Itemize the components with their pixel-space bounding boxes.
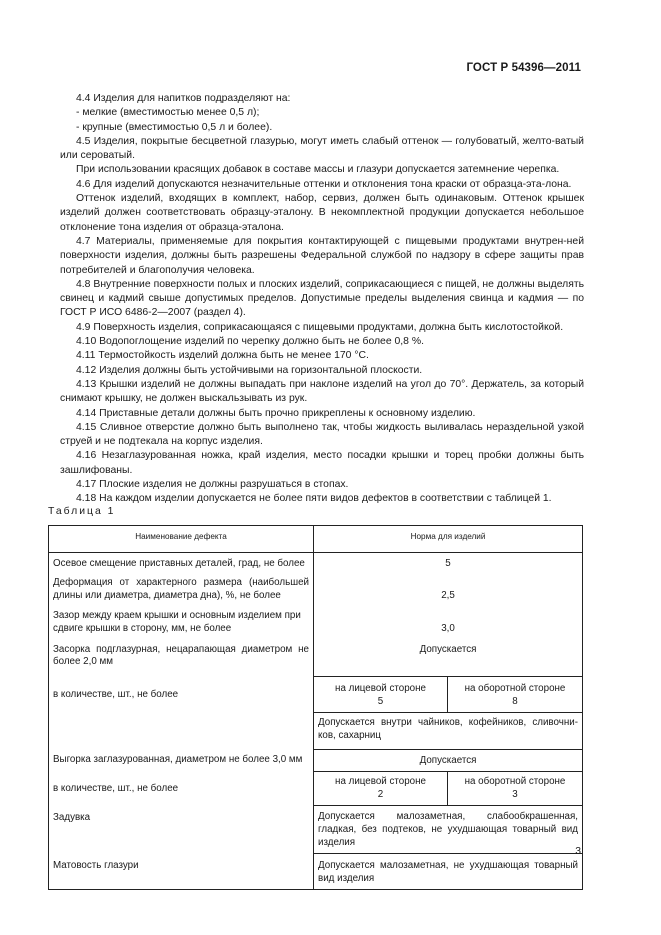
paragraph: 4.15 Сливное отверстие должно быть выполнено так, чтобы жидкость выливалась нераздельной узкой струей и не подтекала на корпус изделия. <box>60 421 584 448</box>
paragraph: 4.8 Внутренние поверхности полых и плоских изделий, соприкасающиеся с пищей, не должны выделять свинец и кадмий свыше допустимых пределов. Допустимые пределы выделения свинца и кадмия — по ГОСТ Р ИСО 6486-2—2007 (раздел 4). <box>60 278 584 319</box>
column-header-norm: Норма для изделий <box>314 526 583 553</box>
page-number: 3 <box>575 846 581 857</box>
back-side-value: 3 <box>512 788 518 800</box>
norm-cell: Допускается внутри чайников, кофейников, сливочни-ков, сахарниц <box>314 713 583 749</box>
table-row <box>49 749 583 772</box>
paragraph: 4.16 Незаглазурованная ножка, край изделия, место посадки крышки и торец пробки должны быть зашлифованы. <box>60 450 584 476</box>
norm-cell: Допускается <box>314 638 583 677</box>
front-side-label: на лицевой стороне <box>335 683 426 695</box>
norm-split-cell <box>314 772 583 806</box>
paragraph: 4.17 Плоские изделия не должны разрушаться в стопах. <box>76 479 349 491</box>
defect-cell: Осевое смещение приставных деталей, град, не более <box>49 552 314 574</box>
front-side-norm <box>314 772 448 805</box>
front-side-norm <box>314 677 448 712</box>
norm-cell: Допускается малозаметная, слабообкрашенная, гладкая, без подтеков, не ухудшающая товарный вид изделия <box>314 806 583 854</box>
front-side-value: 2 <box>377 788 384 800</box>
defect-cell: в количестве, шт., не более <box>49 772 314 806</box>
table-row <box>49 772 583 806</box>
paragraph: 4.10 Водопоглощение изделий по черепку должно быть не более 0,8 %. <box>76 336 424 348</box>
front-side-value: 5 <box>377 695 384 707</box>
paragraph: 4.6 Для изделий допускаются незначительные оттенки и отклонения тона краски от образца-эта-лона. <box>76 178 572 190</box>
table-row <box>49 854 583 890</box>
defect-cell: Деформация от характерного размера (наибольшей длины или диаметра, диаметра дна), %, не более <box>49 574 314 604</box>
table-row <box>49 713 583 749</box>
table-row <box>49 552 583 574</box>
column-header-defect: Наименование дефекта <box>49 526 314 553</box>
defect-cell <box>49 713 314 749</box>
back-side-norm <box>448 772 582 805</box>
norm-cell: 3,0 <box>314 604 583 637</box>
table-header-row <box>49 526 583 553</box>
paragraph: При использовании красящих добавок в составе массы и глазури допускается затемнение черепка. <box>76 164 560 176</box>
norm-cell: 2,5 <box>314 574 583 604</box>
defect-cell: Задувка <box>49 806 314 854</box>
table-row <box>49 604 583 637</box>
table-row <box>49 574 583 604</box>
paragraph: 4.12 Изделия должны быть устойчивыми на горизонтальной плоскости. <box>76 364 423 376</box>
norm-cell: 5 <box>314 552 583 574</box>
table-row <box>49 677 583 713</box>
defect-cell: Засорка подглазурная, нецарапающая диаметром не более 2,0 мм <box>49 638 314 677</box>
defect-cell: Выгорка заглазурованная, диаметром не более 3,0 мм <box>49 749 314 772</box>
defect-cell: Зазор между краем крышки и основным изделием при сдвиге крышки в сторону, мм, не более <box>49 604 314 637</box>
document-header: ГОСТ Р 54396—2011 <box>466 62 581 74</box>
norm-cell: Допускается малозаметная, не ухудшающая товарный вид изделия <box>314 854 583 890</box>
table-caption: Таблица 1 <box>48 506 116 517</box>
paragraph: 4.14 Приставные детали должны быть прочно прикреплены к основному изделию. <box>76 407 476 419</box>
back-side-label: на оборотной стороне <box>464 776 566 788</box>
back-side-value: 8 <box>512 695 518 707</box>
paragraph: 4.18 На каждом изделии допускается не более пяти видов дефектов в соответствии с таблицей 1. <box>76 493 552 505</box>
body-text <box>60 92 584 507</box>
defect-cell: в количестве, шт., не более <box>49 677 314 713</box>
paragraph: - крупные (вместимостью 0,5 л и более). <box>76 121 273 133</box>
paragraph: 4.9 Поверхность изделия, соприкасающаяся с пищевыми продуктами, должна быть кислотостойкой. <box>76 321 564 333</box>
paragraph: - мелкие (вместимостью менее 0,5 л); <box>76 107 260 119</box>
paragraph: 4.11 Термостойкость изделий должна быть не менее 170 °С. <box>76 350 369 362</box>
paragraph: 4.4 Изделия для напитков подразделяют на: <box>76 93 291 104</box>
back-side-label: на оборотной стороне <box>464 683 566 695</box>
back-side-norm <box>448 677 582 712</box>
table-row <box>49 638 583 677</box>
paragraph: Оттенок изделий, входящих в комплект, набор, сервиз, должен быть одинаковым. Оттенок крышек изделий должен соответствовать образцу-эталону. В некомплектной продукции допускается небольшое отклонение тона изделия от образца-эталона. <box>60 193 584 233</box>
paragraph: 4.7 Материалы, применяемые для покрытия контактирующей с пищевыми продуктами внутрен-ней поверхности изделия, должны быть разрешены Федеральной службой по надзору в сфере защиты прав потребителей и благополучия человека. <box>60 235 584 276</box>
defect-cell: Матовость глазури <box>49 854 314 890</box>
paragraph: 4.13 Крышки изделий не должны выпадать при наклоне изделий на угол до 70°. Держатель, за который снимают крышку, не должен выскальзывать из рук. <box>60 378 584 405</box>
defects-table <box>48 525 583 890</box>
norm-split-cell <box>314 677 583 713</box>
paragraph: 4.5 Изделия, покрытые бесцветной глазурью, могут иметь слабый оттенок — голубоватый, желто-ватый или сероватый. <box>60 135 584 162</box>
norm-cell: Допускается <box>314 749 583 772</box>
front-side-label: на лицевой стороне <box>335 776 426 788</box>
table-row <box>49 806 583 854</box>
